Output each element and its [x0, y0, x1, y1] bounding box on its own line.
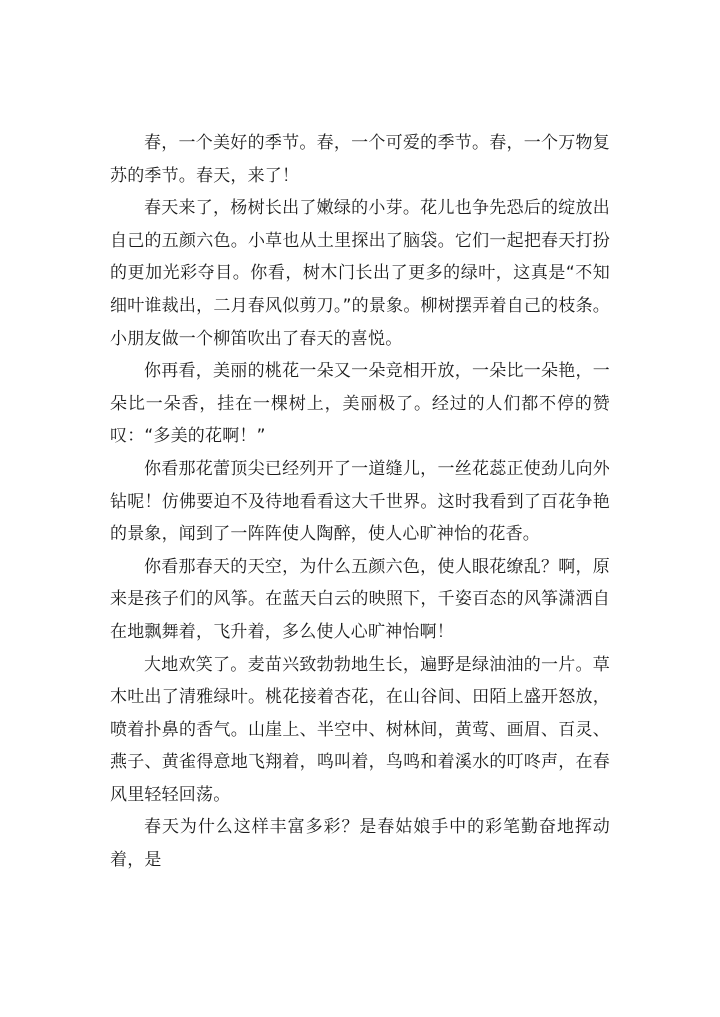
paragraph-4: 你看那花蕾顶尖已经列开了一道缝儿，一丝花蕊正使劲儿向外钻呢！仿佛要迫不及待地看看这大千世界。这时我看到了百花争艳的景象，闻到了一阵阵使人陶醉，使人心旷神怡的花香。 — [110, 458, 610, 545]
paragraph-3: 你再看，美丽的桃花一朵又一朵竞相开放，一朵比一朵艳，一朵比一朵香，挂在一棵树上，美丽极了。经过的人们都不停的赞叹：“多美的花啊！” — [110, 361, 610, 447]
paragraph-5: 你看那春天的天空，为什么五颜六色，使人眼花缭乱？啊，原来是孩子们的风筝。在蓝天白云的映照下，千姿百态的风筝潇洒自在地飘舞着，飞升着，多么使人心旷神怡啊！ — [110, 556, 610, 642]
paragraph-6: 大地欢笑了。麦苗兴致勃勃地生长，遍野是绿油油的一片。草木吐出了清雅绿叶。桃花接着杏花，在山谷间、田陌上盛开怒放，喷着扑鼻的香气。山崖上、半空中、树林间，黄莺、画眉、百灵、燕子、黄雀得意地飞翔着，鸣叫着，鸟鸣和着溪水的叮咚声，在春风里轻轻回荡。 — [110, 654, 610, 805]
essay-body — [110, 127, 610, 877]
paragraph-7: 春天为什么这样丰富多彩？是春姑娘手中的彩笔勤奋地挥动着，是 — [110, 817, 610, 871]
paragraph-2: 春天来了，杨树长出了嫩绿的小芽。花儿也争先恐后的绽放出自己的五颜六色。小草也从土里探出了脑袋。它们一起把春天打扮的更加光彩夺目。你看，树木门长出了更多的绿叶，这真是“不知细叶谁裁出，二月春风似剪刀。”的景象。柳树摆弄着自己的枝条。小朋友做一个柳笛吹出了春天的喜悦。 — [110, 198, 610, 349]
paragraph-1: 春，一个美好的季节。春，一个可爱的季节。春，一个万物复苏的季节。春天，来了！ — [110, 133, 610, 186]
